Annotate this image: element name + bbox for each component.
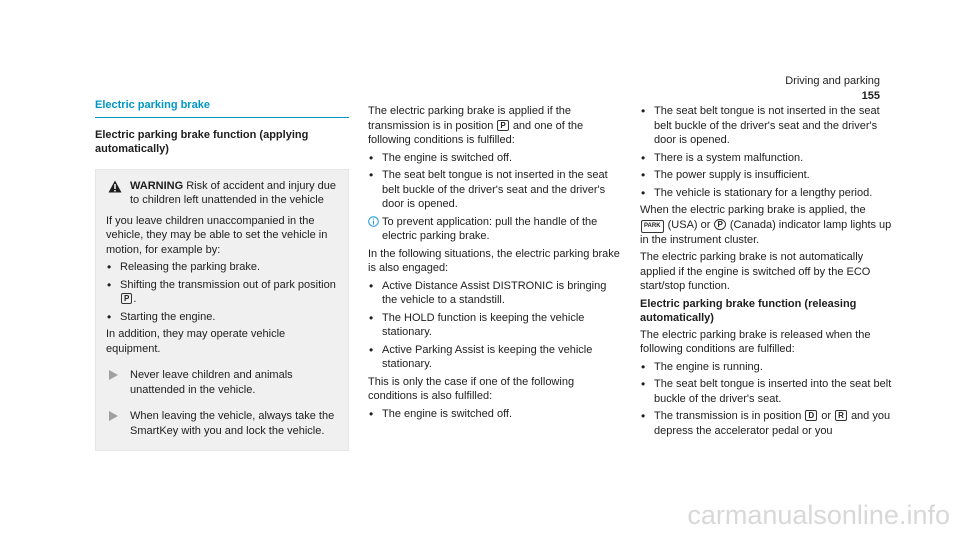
page-number: 155 [861,89,880,102]
subheading-releasing: Electric parking brake function (releasing automatically) [640,297,857,324]
info-icon [368,216,379,227]
warning-box [95,169,349,452]
park-lamp-icon: PARK [641,220,664,233]
list-item: • Active Distance Assist DISTRONIC is bringing the vehicle to a standstill. [368,279,620,308]
instruction-text: Never leave children and animals unattended in the vehicle. [130,369,293,396]
column-3 [640,104,892,441]
list-item: • The seat belt tongue is not inserted in the seat belt buckle of the driver's seat and the driver's door is opened. [640,104,892,148]
case-conditions-list [368,407,620,422]
list-item: • Releasing the parking brake. [106,260,338,275]
eco-text: The electric parking brake is not automatically applied if the engine is switched off by the ECO start/stop function. [640,251,871,292]
list-item: • The transmission is in position D or R and you depress the accelerator pedal or you [640,409,892,438]
list-item: • The power supply is insufficient. [640,168,892,183]
warning-outro: In addition, they may operate vehicle equipment. [106,328,286,355]
case-intro: This is only the case if one of the following conditions is also fulfilled: [368,375,575,402]
note [368,215,620,244]
release-intro: The electric parking brake is released when the following conditions are fulfilled: [640,328,871,355]
section-name: Driving and parking [785,75,880,87]
warning-list [106,260,338,324]
list-item: • There is a system malfunction. [640,151,892,166]
apply-intro: The electric parking brake is applied if the transmission is in position P and one of the following conditions is fulfilled: [368,105,584,146]
release-conditions-list [640,360,892,439]
warning-header [106,179,338,208]
list-item: • The seat belt tongue is inserted into the seat belt buckle of the driver's seat. [640,377,892,406]
running-header [762,74,880,103]
park-position-key: P [497,120,508,131]
instruction-step [106,409,338,438]
list-item: • The vehicle is stationary for a lengthy period. [640,186,892,201]
reverse-position-key: R [835,410,847,421]
arrow-right-icon [109,370,118,380]
warning-title: Risk of accident and injury due to children left unattended in the vehicle [130,179,337,206]
list-item: • The engine is running. [640,360,892,375]
arrow-right-icon [109,411,118,421]
list-item: • Starting the engine. [106,310,338,325]
subheading-applying: Electric parking brake function (applying automatically) [95,128,309,155]
instruction-text: When leaving the vehicle, always take the SmartKey with you and lock the vehicle. [130,410,335,437]
instruction-step [106,368,338,397]
engaged-situations-list [368,279,620,372]
canada-park-lamp-icon: P [714,219,725,230]
column-2 [368,104,620,424]
warning-intro: If you leave children unaccompanied in the vehicle, they may be able to set the vehicle in motion, for example by: [106,214,328,256]
list-item: • The engine is switched off. [368,151,620,166]
note-text: To prevent application: pull the handle of the electric parking brake. [382,215,598,242]
column-1 [95,98,349,451]
watermark: carmanualsonline.info [687,500,950,530]
list-item: • Active Parking Assist is keeping the vehicle stationary. [368,343,620,372]
list-item: • The seat belt tongue is not inserted in the seat belt buckle of the driver's seat and the driver's door is opened. [368,168,620,212]
list-item: • The HOLD function is keeping the vehicle stationary. [368,311,620,340]
apply-conditions-continued [640,104,892,200]
warning-label: WARNING [130,179,184,192]
list-item: • Shifting the transmission out of park position P . [106,278,338,307]
apply-conditions-list [368,151,620,212]
following-intro: In the following situations, the electric parking brake is also engaged: [368,247,620,274]
drive-position-key: D [805,410,817,421]
park-position-key: P [121,293,132,304]
section-title: Electric parking brake [95,98,349,118]
indicator-lamp-text: When the electric parking brake is applied, the PARK (USA) or P (Canada) indicator lamp lights up in the instrument cluster. [640,204,892,246]
list-item: • The engine is switched off. [368,407,620,422]
warning-triangle-icon [108,180,122,193]
